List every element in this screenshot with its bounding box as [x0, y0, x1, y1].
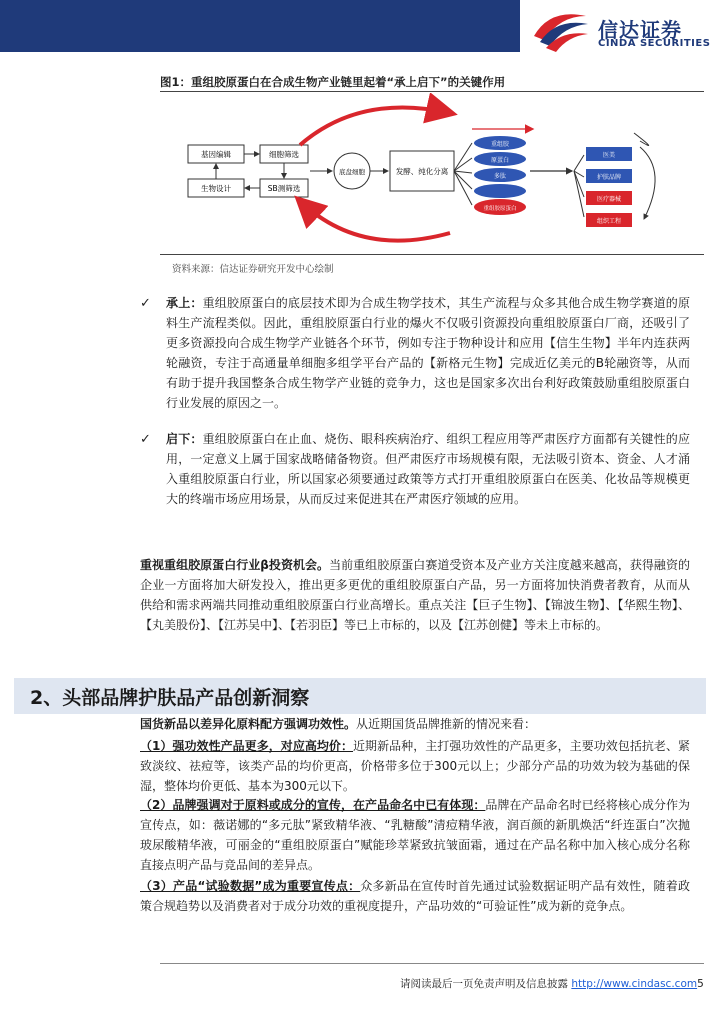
footer-disclaimer: 请阅读最后一页免责声明及信息披露	[400, 978, 568, 990]
point-1-label: （1）强功效性产品更多，对应高均价：	[140, 739, 354, 753]
point-3-label: （3）产品“试验数据”成为重要宣传点：	[140, 879, 361, 893]
cinda-logo-icon	[530, 6, 590, 54]
product-oval-4	[474, 184, 526, 198]
product-oval-2-label: 原蛋白	[490, 157, 510, 164]
item-top	[166, 293, 690, 413]
check-icon: ✓	[140, 432, 151, 447]
page-number: 5	[697, 978, 704, 990]
invest-lead: 重视重组胶原蛋白行业β投资机会。	[140, 558, 330, 572]
body-lead-bold: 国货新品以差异化原料配方强调功效性。	[140, 717, 357, 731]
logo-text-cn: 信达证券	[598, 18, 682, 42]
point-2-label: （2）品牌强调对于原料或成分的宣传，在产品命名中已有体现：	[140, 798, 486, 812]
value-chain-diagram	[160, 93, 704, 253]
app-box-3-label: 医疗器械	[596, 196, 622, 203]
figure-source: 资料来源：信达证券研究开发中心绘制	[172, 264, 334, 275]
point-3	[140, 876, 690, 916]
figure-title: 图1：重组胶原蛋白在合成生物产业链里起着“承上启下”的关键作用	[160, 75, 506, 89]
figure-top-rule	[160, 91, 704, 92]
item-bottom-text: 重组胶原蛋白在止血、烧伤、眼科疾病治疗、组织工程应用等严肃医疗方面都有关键性的应用，一定意义上属于国家战略储备物资。但严肃医疗市场规模有限，无法吸引资本、资金、人才涌入重组胶原蛋白行业，所以国家必须要通过政策等方式打开重组胶原蛋白在医美、化妆品等规模更大的终端市场应用场景，从而反过来促进其在严肃医疗领域的应用。	[166, 432, 690, 506]
logo-text-en: CINDA SECURITIES	[598, 38, 711, 49]
app-box-2-label: 护肤品牌	[596, 174, 622, 181]
point-1-text: 近期新品种，主打强功效性的产品更多，主要功效包括抗老、紧致淡纹、祛痘等，该类产品的均价更高，价格带多位于300元以上；少部分产品的功效为较为基础的保湿，整体均价更低、基本为300元以下。	[140, 739, 690, 793]
footer-link[interactable]: http://www.cindasc.com	[571, 978, 698, 990]
strain-label: 细胞筛选	[269, 150, 299, 159]
app-box-1-label: 医美	[602, 152, 616, 159]
invest-text: 当前重组胶原蛋白赛道受资本及产业方关注度越来越高，获得融资的企业一方面将加大研发投入，推出更多更优的重组胶原蛋白产品，另一方面将加快消费者教育，从而从供给和需求两端共同推动重组胶原蛋白行业高增长。重点关注【巨子生物】、【锦波生物】、【华熙生物】、【丸美股份】、【江苏吴中】、【若羽臣】等已上市标的，以及【江苏创健】等未上市标的。	[140, 558, 690, 632]
host-cell-label: 底盘细胞	[339, 168, 365, 176]
point-2	[140, 795, 690, 875]
invest-paragraph	[140, 555, 690, 635]
item-bottom	[166, 429, 690, 509]
point-2-text: 品牌在产品命名时已经将核心成分作为宣传点，如：薇诺娜的“多元肽”紧致精华液、“乳糖酸”清痘精华液，润百颜的新肌焕活“纤连蛋白”次抛玻尿酸精华液，可丽金的“重组胶原蛋白”赋能珍萃紧致抗皱面霜，通过在产品名称中加入核心成分名称直接点明产品与竞品间的差异点。	[140, 798, 690, 872]
bio-design-label: 生物设计	[201, 184, 231, 193]
footer	[400, 976, 704, 991]
product-oval-1-label: 重组胶	[490, 141, 510, 148]
body-lead	[140, 714, 690, 734]
product-oval-3-label: 多肽	[493, 173, 507, 180]
item-bottom-label: 启下：	[166, 432, 203, 446]
header-bar	[0, 0, 520, 52]
point-3-text: 众多新品在宣传时首先通过试验数据证明产品有效性，随着政策合规趋势以及消费者对于成分功效的重视度提升，产品功效的“可验证性”成为新的竞争点。	[140, 879, 690, 913]
item-top-label: 承上：	[166, 296, 203, 310]
section-title: 2、头部品牌护肤品产品创新洞察	[30, 687, 310, 709]
app-box-4-label: 组织工程	[596, 218, 622, 225]
gene-edit-label: 基因编辑	[201, 150, 231, 159]
point-1	[140, 736, 690, 796]
figure-bottom-rule	[160, 254, 704, 255]
check-icon: ✓	[140, 296, 151, 311]
item-top-text: 重组胶原蛋白的底层技术即为合成生物学技术，其生产流程与众多其他合成生物学赛道的原料生产流程类似。因此，重组胶原蛋白行业的爆火不仅吸引资源投向重组胶原蛋白厂商，还吸引了更多资源投向合成生物学产业链各个环节，例如专注于物种设计和应用【信生生物】半年内连获两轮融资，专注于高通量单细胞多组学平台产品的【新格元生物】完成近亿美元的B轮融资等，从而有助于提升我国整条合成生物学产业链的竞争力，这也是国家多次出台利好政策鼓励重组胶原蛋白行业发展的原因之一。	[166, 296, 690, 410]
fermentation-label: 发酵、纯化分离	[395, 167, 449, 176]
footer-rule	[160, 963, 704, 964]
screening-label: SB测筛选	[267, 184, 301, 193]
body-lead-text: 从近期国货品牌推新的情况来看：	[356, 717, 537, 731]
recombinant-collagen-label: 重组胶原蛋白	[483, 206, 517, 212]
